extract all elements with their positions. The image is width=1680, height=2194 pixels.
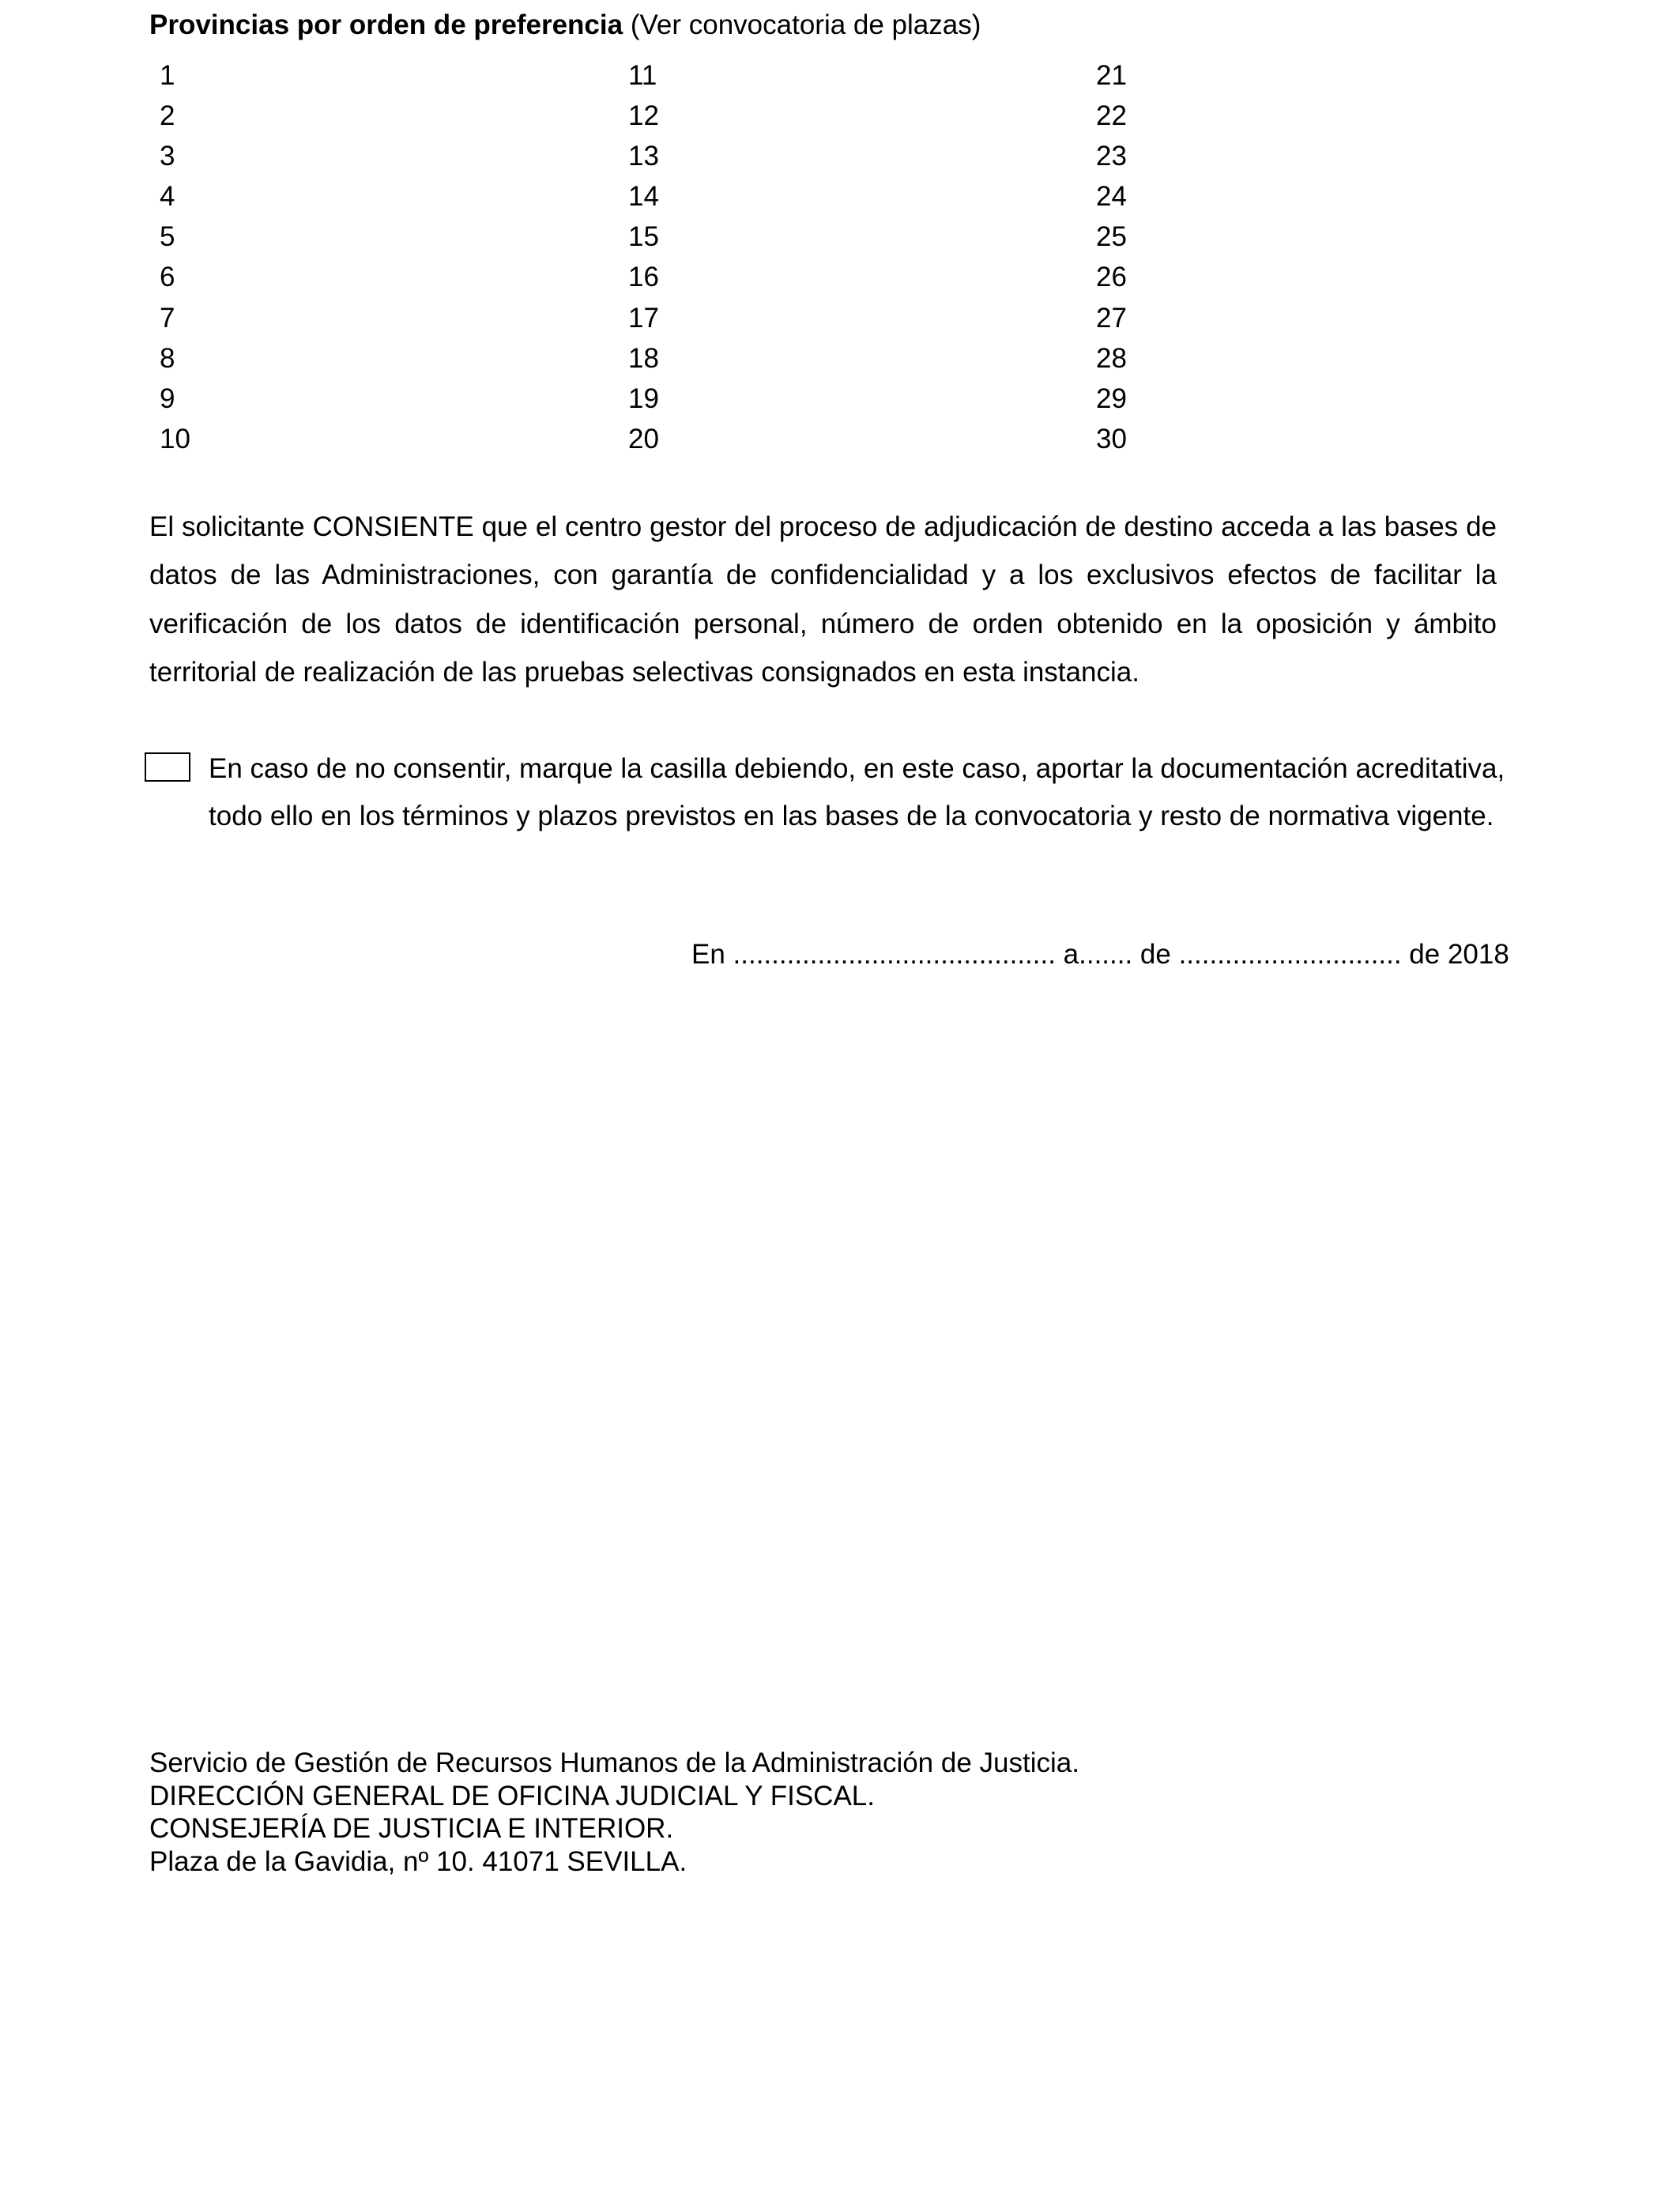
place-date-line: En .......................................... a....... de ............................. de 2018 bbox=[691, 939, 1509, 970]
preference-number: 29 bbox=[1096, 383, 1127, 414]
preference-number: 27 bbox=[1096, 302, 1127, 334]
preference-number: 19 bbox=[628, 383, 659, 414]
preference-number: 9 bbox=[160, 383, 175, 414]
preference-number: 16 bbox=[628, 262, 659, 293]
no-consent-line-1: En caso de no consentir, marque la casilla debiendo, en este caso, aportar la documentación acreditativa, bbox=[209, 753, 1505, 784]
preference-number: 21 bbox=[1096, 60, 1127, 91]
preference-number: 8 bbox=[160, 342, 175, 374]
preference-number: 20 bbox=[628, 423, 659, 454]
preference-number: 10 bbox=[160, 423, 190, 454]
preference-column-3 bbox=[1096, 55, 1254, 459]
footer-line-1: Servicio de Gestión de Recursos Humanos de la Administración de Justicia. bbox=[149, 1747, 1079, 1778]
preference-number: 14 bbox=[628, 181, 659, 213]
preference-number: 7 bbox=[160, 302, 175, 334]
preference-number: 11 bbox=[628, 60, 657, 91]
preference-number: 17 bbox=[628, 302, 659, 334]
footer-line-3: CONSEJERÍA DE JUSTICIA E INTERIOR. bbox=[149, 1813, 674, 1844]
preference-number: 28 bbox=[1096, 342, 1127, 374]
preference-number: 13 bbox=[628, 141, 659, 172]
preference-number: 6 bbox=[160, 262, 175, 293]
consent-paragraph: El solicitante CONSIENTE que el centro gestor del proceso de adjudicación de destino acceda a las bases de datos de las Administraciones, con garantía de confidencialidad y a los exclusivos efectos de facilitar la verificación de los datos de identificación personal, número de orden obtenido en la oposición y ámbito territorial de realización de las pruebas selectivas consignados en esta instancia. bbox=[149, 511, 1497, 688]
preference-column-1 bbox=[160, 55, 318, 459]
provinces-heading bbox=[149, 8, 981, 43]
preference-number: 25 bbox=[1096, 221, 1127, 253]
no-consent-checkbox[interactable] bbox=[145, 752, 190, 782]
preference-number: 22 bbox=[1096, 100, 1127, 132]
preference-number: 4 bbox=[160, 181, 175, 213]
provinces-heading-note: (Ver convocatoria de plazas) bbox=[623, 9, 981, 40]
provinces-heading-bold: Provincias por orden de preferencia bbox=[149, 9, 623, 40]
preference-number: 12 bbox=[628, 100, 659, 132]
preference-number: 15 bbox=[628, 221, 659, 253]
preference-number: 23 bbox=[1096, 141, 1127, 172]
footer-line-2: DIRECCIÓN GENERAL DE OFICINA JUDICIAL Y FISCAL. bbox=[149, 1780, 875, 1811]
preference-column-2 bbox=[628, 55, 786, 459]
no-consent-text bbox=[209, 745, 1505, 840]
preference-number: 24 bbox=[1096, 181, 1127, 213]
preference-number: 26 bbox=[1096, 262, 1127, 293]
preference-number: 30 bbox=[1096, 423, 1127, 454]
preference-number: 5 bbox=[160, 221, 175, 253]
preference-number: 2 bbox=[160, 100, 175, 132]
footer-address bbox=[149, 1747, 1079, 1878]
preference-number: 1 bbox=[160, 60, 175, 91]
preference-number: 3 bbox=[160, 141, 175, 172]
preference-number: 18 bbox=[628, 342, 659, 374]
footer-line-4: Plaza de la Gavidia, nº 10. 41071 SEVILLA. bbox=[149, 1845, 687, 1877]
no-consent-line-2: todo ello en los términos y plazos previstos en las bases de la convocatoria y resto de normativa vigente. bbox=[209, 801, 1494, 831]
